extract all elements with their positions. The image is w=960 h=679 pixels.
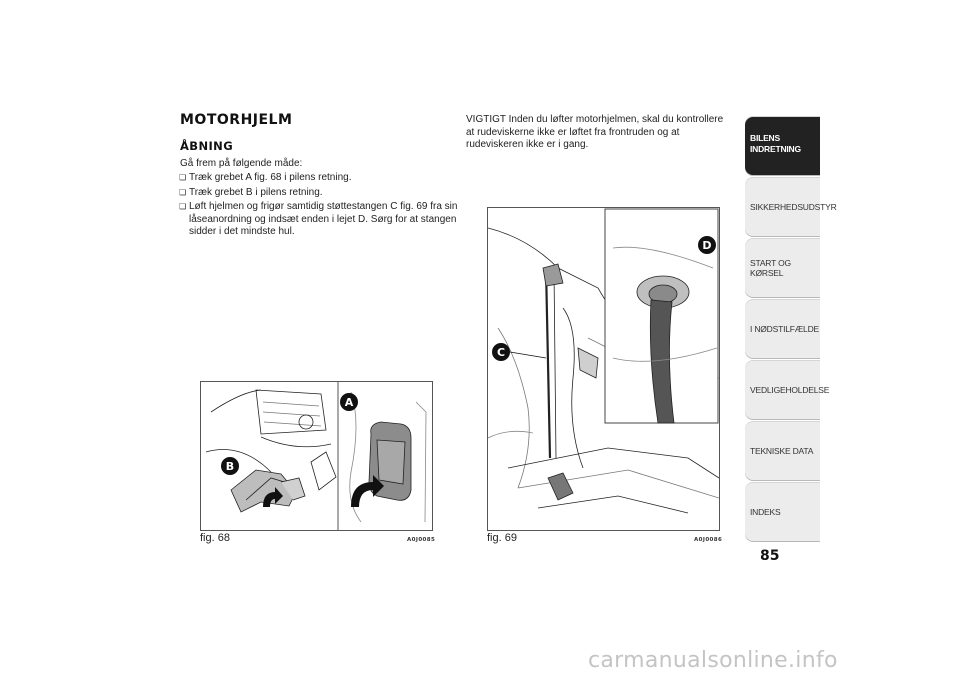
label-a: A — [344, 396, 354, 409]
tab-sikkerhedsudstyr[interactable] — [745, 178, 837, 236]
figure-68 — [200, 381, 433, 531]
watermark: carmanualsonline.info — [588, 648, 838, 673]
subsection-title: ÅBNING — [180, 139, 234, 153]
section-title: MOTORHJELM — [180, 112, 293, 128]
tab-start-og-korsel[interactable] — [745, 239, 820, 297]
fig-68-code: A0J0085 — [407, 537, 436, 543]
intro-text: Gå frem på følgende måde: — [180, 158, 303, 169]
warning-text: VIGTIGT Inden du løfter motorhjelmen, skal du kontrollere at rudeviskerne ikke er løftet fra frontruden og at rudeviskeren ikke er i gang. — [466, 114, 724, 150]
tab-label: SIKKERHEDSUDSTYR — [750, 202, 837, 212]
tab-indeks[interactable] — [745, 483, 820, 541]
tab-label: INDEKS — [750, 507, 781, 517]
list-item: ❏ Løft hjelmen og frigør samtidig støttestangen C fig. 69 fra sin låseanordning og indsæt enden i lejet D. Sørg for at stangen sidder i det mindste hul. — [180, 201, 460, 239]
list-item: ❏ Træk grebet B i pilens retning. — [180, 187, 460, 200]
tab-i-nodstilfaelde[interactable] — [745, 300, 820, 358]
tab-vedligeholdelse[interactable] — [745, 361, 830, 419]
tab-label: TEKNISKE DATA — [750, 446, 814, 456]
label-c: C — [496, 346, 506, 359]
fig-68-caption: fig. 68 — [200, 532, 230, 544]
tab-tekniske-data[interactable] — [745, 422, 820, 480]
label-d: D — [702, 239, 712, 252]
tab-bilens-indretning[interactable] — [745, 117, 820, 175]
list-item: ❏ Træk grebet A fig. 68 i pilens retning. — [180, 172, 460, 185]
label-b: B — [225, 460, 235, 473]
fig-68-illustration — [201, 382, 432, 530]
tab-label: VEDLIGEHOLDELSE — [750, 385, 830, 395]
fig-69-code: A0J0086 — [694, 537, 723, 543]
tab-label: I NØDSTILFÆLDE — [750, 324, 819, 334]
tab-label: START OG KØRSEL — [750, 258, 791, 278]
step-list — [180, 172, 460, 241]
tab-label: BILENS INDRETNING — [750, 133, 801, 154]
page-number: 85 — [760, 548, 780, 564]
fig-69-caption: fig. 69 — [487, 532, 517, 544]
figure-69 — [487, 207, 720, 531]
fig-69-illustration — [488, 208, 719, 530]
